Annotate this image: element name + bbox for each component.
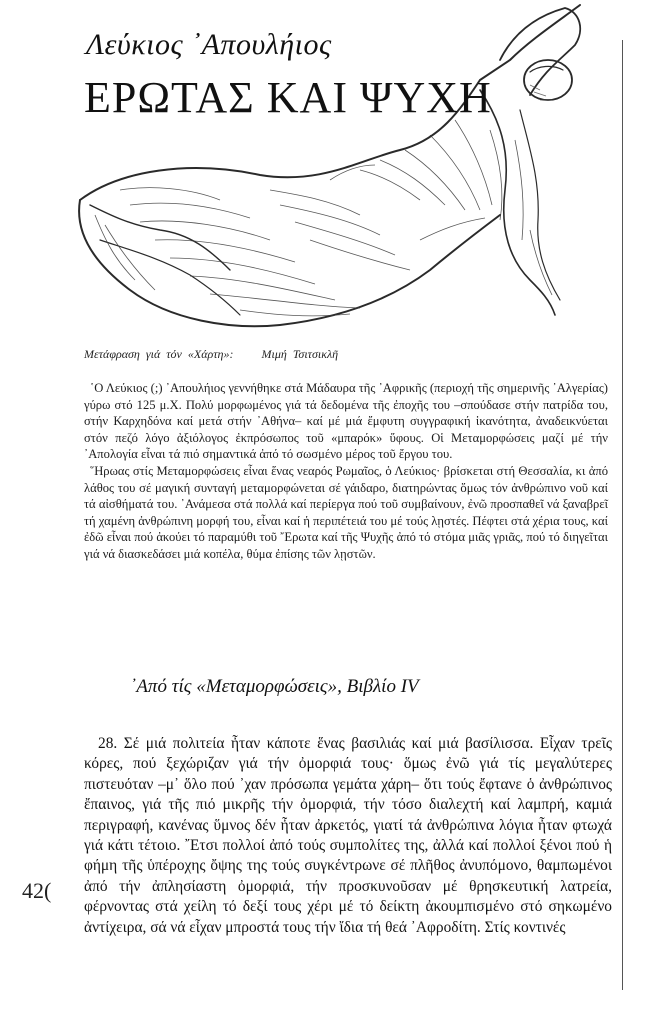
page-title: ΕΡΩΤΑΣ ΚΑΙ ΨΥΧΗ: [84, 73, 492, 122]
intro-paragraph: ῾Ο Λεύκιος (;) ᾿Απουλήιος γεννήθηκε στά Μάδαυρα τῆς ᾿Αφρικῆς (περιοχή τῆς σημερινῆς ᾿Αλγερίας) γύρω στό 125 μ.Χ. Πολύ μορφωμένος γιά τά δεδομένα τῆς ἐποχῆς του –σπούδασε στήν πατρίδα του, στήν Καρχηδόνα καί μετά στήν ᾿Αθήνα– καί μέ μιά ἔμφυτη συγγραφική ἱκανότητα, ἀναδεικνύεται στόν πεζό λόγο ἀξιόλογος ἐκπρόσωπος τοῦ «μπαρόκ» ὕφους. Οἱ Μεταμορφώσεις μαζί μέ τήν ᾿Απολογία εἶναι τά πιό σημαντικά ἀπό τό σωσμένο μέρος τοῦ ἔργου του.: [84, 381, 608, 462]
author-name: Λεύκιος ᾿Απουλήιος: [86, 28, 332, 61]
page-number: 42(: [22, 878, 52, 903]
main-text: [84, 734, 612, 938]
introduction-text: [84, 380, 608, 563]
section-heading: ᾿Από τίς «Μεταμορφώσεις», Βιβλίο IV: [130, 676, 419, 697]
translation-credit: [84, 347, 338, 362]
intro-paragraph: ῞Ηρωας στίς Μεταμορφώσεις εἶναι ἕνας νεαρός Ρωμαῖος, ὁ Λεύκιος· βρίσκεται στή Θεσσαλία, κι ἀπό λάθος του σέ μαγική συνταγή μεταμορφώνεται σέ γάιδαρο, διατηρώντας ὅμως τόν ἀνθρώπινο νοῦ καί τά αἰσθήματά του. ᾿Ανάμεσα στά πολλά καί περίεργα πού τοῦ συμβαίνουν, ἐνῶ προσπαθεῖ νά ξαναβρεῖ τή χαμένη ἀνθρώπινη μορφή του, εἶναι καί ἡ περιπέτειά του μέ τούς λῃστές. Πέφτει στά χέρια τους, καί ἐδῶ εἶναι πού ἀκούει τό παραμύθι τοῦ ῎Ερωτα καί τῆς Ψυχῆς ἀπό τό στόμα μιᾶς γριᾶς, πού τό διηγεῖται γιά νά διασκεδάσει μιά κοπέλα, θύμα ἐπίσης τῶν λῃστῶν.: [84, 463, 608, 561]
body-paragraph: 28. Σέ μιά πολιτεία ἦταν κάποτε ἕνας βασιλιάς καί μιά βασίλισσα. Εἶχαν τρεῖς κόρες, πού ξεχώριζαν γιά τήν ὀμορφιά τους· ὅμως ἐνῶ γιά τίς μεγαλύτερες πιστευόταν –μ᾿ ὅλο πού ᾿χαν πρόσωπα γεμάτα χάρη– ὅτι τούς ἔφτανε ὁ ἀνθρώπινος ἔπαινος, γιά τῆς πιό μικρῆς τήν ὀμορφιά, τήν τόσο διαλεχτή καί λαμπρή, καμιά περιγραφή, κανένας ὕμνος δέν ἦταν ἀρκετός, γιατί τά ἀνθρώπινα λόγια ἦταν φτωχά γιά κάτι τέτοιο. ῎Ετσι πολλοί ἀπό τούς συμπολίτες της, ἀλλά καί πολλοί ξένοι πού ἡ φήμη τῆς ὑπέροχης ὄψης της τούς συγκέντρωνε σέ πλῆθος ἀνυπόμονο, θαμπωμένοι ἀπό τήν ἀπλησίαστη ὀμορφιά, τήν προσκυνοῦσαν μέ θρησκευτική λατρεία, φέρνοντας στά χείλη τό δεξί τους χέρι μέ τό δείκτη ἀκουμπισμένο στό σηκωμένο ἀντίχειρα, σά νά εἶχαν μπροστά τους τήν ἴδια τή θεά ᾿Αφροδίτη. Στίς κοντινές: [84, 735, 612, 936]
translation-label: Μετάφραση γιά τόν «Χάρτη»:: [84, 347, 234, 361]
translator-name: Μιμή Τσιτσικλῆ: [261, 347, 339, 361]
page-edge-rule: [622, 40, 623, 990]
